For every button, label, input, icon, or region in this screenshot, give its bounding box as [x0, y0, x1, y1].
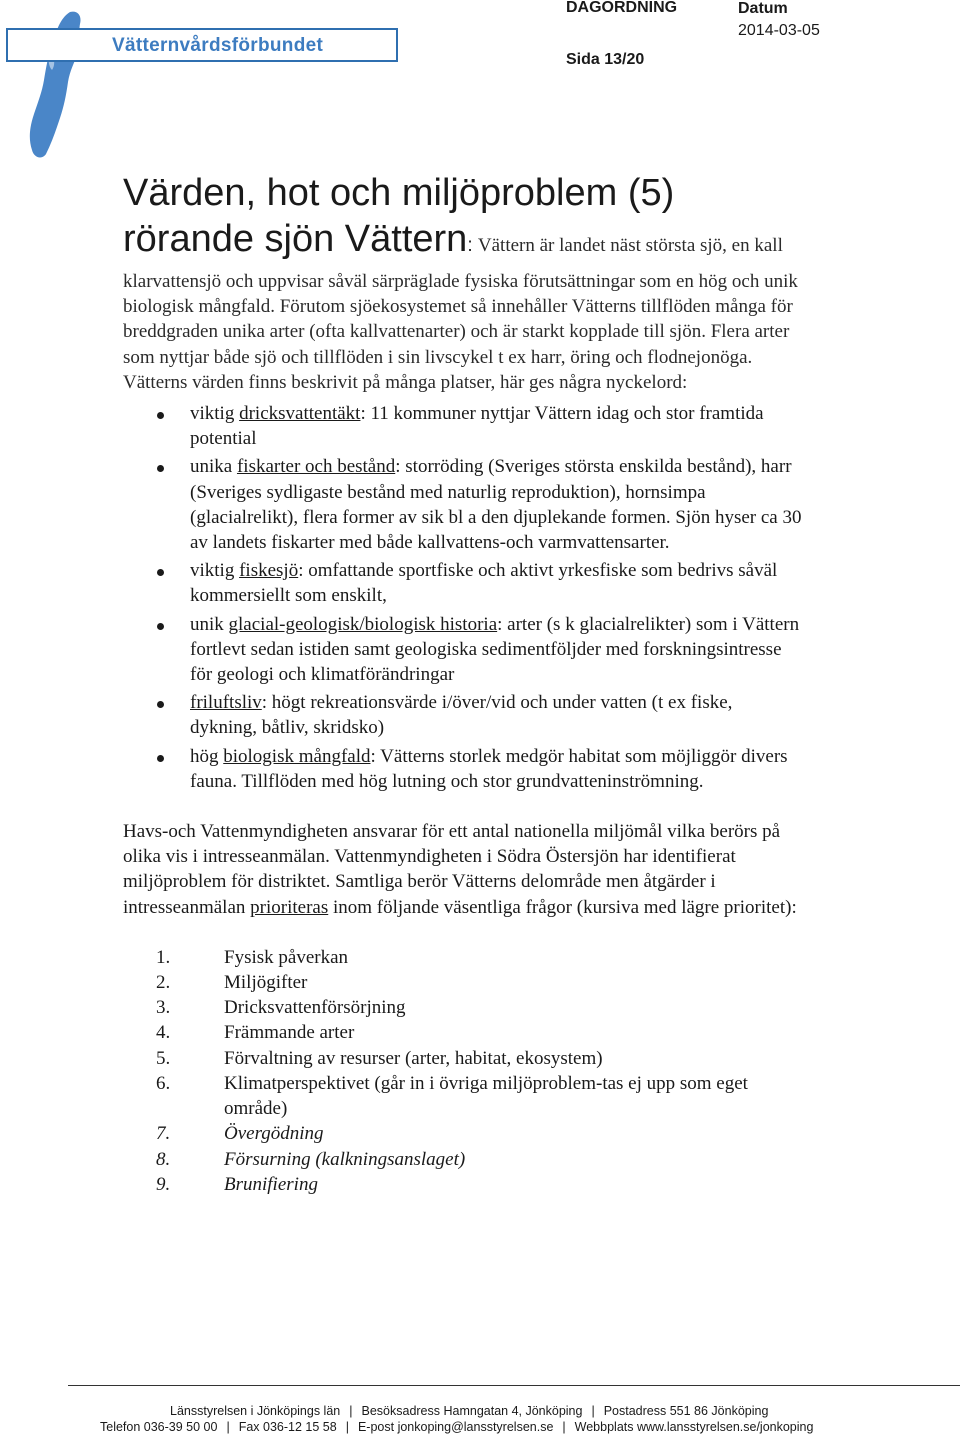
footer-separator: | [226, 1420, 230, 1434]
bullet-icon [157, 569, 164, 576]
priority-text: Dricksvattenförsörjning [224, 997, 406, 1019]
environmental-goals-paragraph [123, 819, 803, 920]
priority-item [123, 1046, 803, 1071]
priority-item [123, 970, 803, 995]
footer-contact-line [100, 1420, 813, 1434]
priority-number: 3. [156, 997, 171, 1019]
footer-email: E-post jonkoping@lansstyrelsen.se [357, 1420, 554, 1434]
footer-phone: Telefon 036-39 50 00 [100, 1420, 218, 1434]
keyword-list [123, 401, 803, 794]
keyword-item [123, 744, 803, 794]
priority-number: 7. [156, 1123, 171, 1145]
heading-colon: : [467, 235, 478, 256]
priority-text: Främmande arter [224, 1022, 355, 1044]
priority-text: Brunifiering [224, 1173, 318, 1195]
intro-block [123, 216, 803, 395]
keyword-term: fiskarter och bestånd [236, 456, 396, 478]
priority-number: 6. [156, 1072, 171, 1094]
priority-item [123, 1071, 803, 1121]
bullet-icon [157, 701, 164, 708]
footer-fax: Fax 036-12 15 58 [238, 1420, 337, 1434]
paragraph-text-end: inom följande väsentliga frågor (kursiva med lägre prioritet): [328, 896, 797, 918]
bullet-icon [157, 412, 164, 419]
footer-website: Webbplats www.lansstyrelsen.se/jonkoping [574, 1420, 814, 1434]
organization-logo-text: Vätternvårdsförbundet [112, 35, 324, 56]
footer-divider [68, 1385, 960, 1386]
keyword-description: : högt rekreationsvärde i/över/vid och under vatten (t ex fiske, dykning, båtliv, skridsko) [190, 692, 733, 739]
paragraph-text: Havs-och Vattenmyndigheten ansvarar för ett antal nationella miljömål vilka berörs på olika vis i intresseanmälan. Vattenmyndigheten i Södra Östersjön har identifierat miljöproblem för distriktet. Samtliga berör Vätterns delområde men åtgärder i intresseanmälan [123, 821, 781, 918]
bullet-icon [157, 623, 164, 630]
priority-text: Miljögifter [224, 972, 308, 994]
priority-text: Fysisk påverkan [224, 946, 349, 968]
heading-line-2: rörande sjön Vättern [123, 218, 468, 260]
keyword-description: : omfattande sportfiske och aktivt yrkesfiske som bedrivs såväl kommersiellt som enskilt, [190, 560, 778, 607]
document-type: DAGORDNING [566, 0, 678, 16]
document-body [123, 170, 803, 1197]
keyword-item [123, 612, 803, 688]
keyword-term: glacial-geologisk/biologisk historia [228, 613, 498, 635]
priority-text: Klimatperspektivet (går in i övriga miljöproblem-tas ej upp som eget område) [224, 1072, 748, 1120]
keyword-item [123, 401, 803, 451]
priority-item [123, 1020, 803, 1045]
keyword-term: friluftsliv [190, 692, 262, 714]
footer-address-line [170, 1404, 768, 1418]
heading-line-1: Värden, hot och miljöproblem (5) [123, 172, 675, 214]
keyword-term: biologisk mångfald [223, 745, 371, 767]
priority-item [123, 945, 803, 970]
priority-text: Övergödning [224, 1123, 324, 1145]
keyword-description: : arter (s k glacialrelikter) som i Vättern fortlevt sedan istiden samt geologiska sedimentföljder med forskningsintresse för geologi och klimatförändringar [190, 613, 800, 686]
paragraph-underlined-term: prioriteras [250, 896, 329, 918]
priority-item-low [123, 1147, 803, 1172]
keyword-item [123, 454, 803, 555]
keyword-prefix: unika [190, 456, 237, 478]
priority-number: 2. [156, 972, 171, 994]
keyword-item [123, 690, 803, 740]
bullet-icon [157, 755, 164, 762]
date-label: Datum [738, 0, 788, 17]
bullet-icon [157, 465, 164, 472]
intro-text: Vättern är landet näst största sjö, en kall klarvattensjö och uppvisar såväl särpräglade fysiska förutsättningar som en hög och unik biologisk mångfald. Förutom sjöekosystemet så innehåller Vätterns tillflöden många för breddgraden unika arter (ofta kallvattenarter) och är starkt kopplade till sjön. Flera arter som nyttjar både sjö och tillflöden i sin livscykel t ex harr, öring och flodnejonöga. Vätterns värden finns beskrivit på många platser, här ges några nyckelord: [123, 235, 798, 393]
keyword-prefix: hög [190, 745, 224, 767]
keyword-prefix: unik [190, 613, 229, 635]
footer-separator: | [345, 1420, 349, 1434]
priority-text: Försurning (kalkningsanslaget) [224, 1148, 466, 1170]
keyword-description: : storröding (Sveriges största enskilda bestånd), harr (Sveriges sydligaste bestånd med naturlig reproduktion), hornsimpa (glacialrelikt), flera former av sik bl a den djuplekande formen. Sjön hyser ca 30 av landets fiskarter med både kallvattens-och varmvattensarter. [190, 456, 802, 554]
keyword-prefix: viktig [190, 560, 240, 582]
priority-item-low [123, 1121, 803, 1146]
document-date: 2014-03-05 [738, 22, 820, 39]
keyword-prefix: viktig [190, 403, 240, 425]
priority-number: 1. [156, 946, 171, 968]
priority-number: 5. [156, 1047, 171, 1069]
footer-separator: | [349, 1404, 353, 1418]
keyword-description: : Vätterns storlek medgör habitat som möjliggör divers fauna. Tillflöden med hög lutning och stor grundvatteninströmning. [190, 745, 788, 792]
priority-number: 8. [156, 1148, 171, 1170]
footer-visiting-address: Besöksadress Hamngatan 4, Jönköping [361, 1404, 583, 1418]
footer-separator: | [591, 1404, 595, 1418]
keyword-term: dricksvattentäkt [239, 403, 361, 425]
footer-postal-address: Postadress 551 86 Jönköping [603, 1404, 769, 1418]
keyword-item [123, 558, 803, 608]
priority-number: 4. [156, 1022, 171, 1044]
keyword-term: fiskesjö [239, 560, 299, 582]
page-number: Sida 13/20 [566, 51, 645, 68]
keyword-description: : 11 kommuner nyttjar Vättern idag och stor framtida potential [190, 403, 764, 450]
footer-organization: Länsstyrelsen i Jönköpings län [170, 1404, 341, 1418]
footer-separator: | [562, 1420, 566, 1434]
priority-item-low [123, 1172, 803, 1197]
priority-list [123, 945, 803, 1197]
priority-text: Förvaltning av resurser (arter, habitat, ekosystem) [224, 1047, 603, 1069]
priority-item [123, 995, 803, 1020]
priority-number: 9. [156, 1173, 171, 1195]
